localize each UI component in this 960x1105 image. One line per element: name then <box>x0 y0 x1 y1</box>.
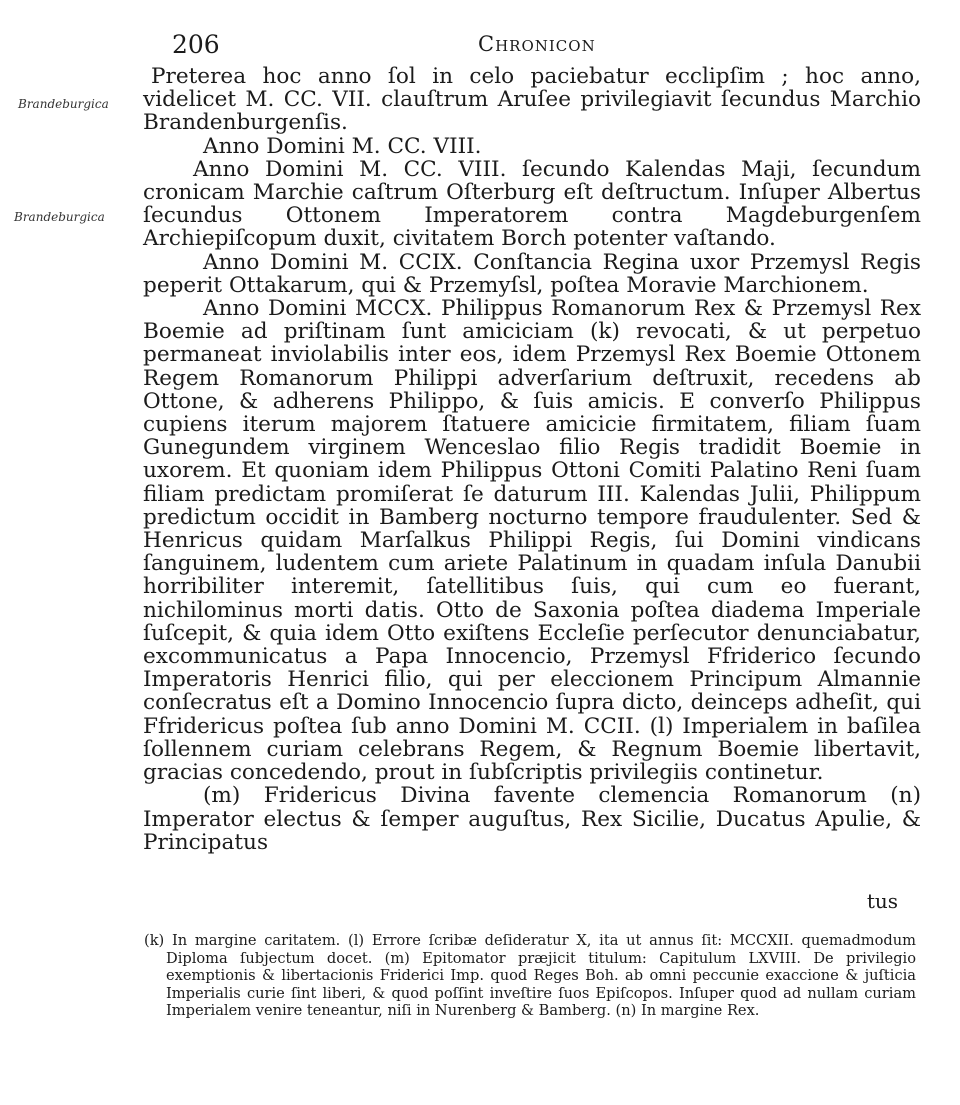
margin-note-2: Brandeburgica <box>14 210 105 224</box>
paragraph-privilege: (m) Fridericus Divina favente clemencia Romanorum (n) Imperator electus & ſemper auguſtus, Rex Sicilie, Ducatus Apulie, & Principatus <box>143 783 921 855</box>
paragraph-1209: Anno Domini M. CCIX. Conſtancia Regina uxor Przemysl Regis peperit Ottakarum, qui & Przemyſsl, poſtea Moravie Marchionem. <box>143 249 921 298</box>
margin-note-1: Brandeburgica <box>18 97 109 111</box>
paragraph-1208-b: Anno Domini M. CC. VIII. ſecundo Kalendas Maji, ſecundum cronicam Marchie caſtrum Oſterburg eſt deſtructum. Inſuper Albertus ſecundus Ottonem Imperatorem contra Magdeburgenſem Archiepiſcopum duxit, civitatem Borch potenter vaſtando. <box>143 156 921 252</box>
paragraph-eclipse: Preterea hoc anno ſol in celo paciebatur ecclipſim ; hoc anno, videlicet M. CC. VII. clauſtrum Aruſee privilegiavit ſecundus Marchio Brandenburgenſis. <box>143 64 921 136</box>
paragraph-1208-a: Anno Domini M. CC. VIII. <box>203 133 482 159</box>
footnotes <box>144 932 916 1020</box>
paragraph-1210: Anno Domini MCCX. Philippus Romanorum Rex & Przemysl Rex Boemie ad priſtinam ſunt amiciciam (k) revocati, & ut perpetuo permaneat inviolabilis inter eos, idem Przemysl Rex Boemie Ottonem Regem Romanorum Philippi adverſarium deſtruxit, recedens ab Ottone, & adherens Philippo, & ſuis amicis. E converſo Philippus cupiens iterum majorem ſtatuere amicicie firmitatem, filiam ſuam Gunegundem virginem Wenceslao filio Regis tradidit Boemie in uxorem. Et quoniam idem Philippus Ottoni Comiti Palatino Reni ſuam filiam predictam promiſerat ſe daturum III. Kalendas Julii, Philippum predictum occidit in Bamberg nocturno tempore fraudulenter. Sed & Henricus quidam Marſalkus Philippi Regis, ſui Domini vindicans ſanguinem, ludentem cum ariete Palatinum in quadam inſula Danubii horribiliter interemit, ſatellitibus ſuis, qui cum eo fuerant, nichilominus morti datis. Otto de Saxonia poſtea diadema Imperiale ſuſcepit, & quia idem Otto exiſtens Eccleſie perſecutor denunciabatur, excommunicatus a Papa Innocencio, Przemysl Ffriderico ſecundo Imperatoris Henrici filio, qui per eleccionem Principum Almannie conſecratus eſt a Domino Innocencio ſupra dicto, deinceps adheſit, qui Ffridericus poſtea ſub anno Domini M. CCII. (l) Imperialem in baſilea ſollennem curiam celebrans Regem, & Regnum Boemie libertavit, gracias concedendo, prout in ſubſcriptis privilegiis continetur. <box>143 296 921 786</box>
running-title: Chronicon <box>478 32 596 56</box>
catchword: tus <box>866 889 898 913</box>
footnote-block: (k) In margine caritatem. (l) Errore ſcribæ deſideratur X, ita ut annus ſit: MCCXII. quemadmodum Diploma ſubjectum docet. (m) Epitomator præjicit titulum: Capitulum LXVIII. De privilegio exemptionis & libertacionis Friderici Imp. quod Reges Boh. ab omni peccunie exaccione & juſticia Imperialis curie ſint liberi, & quod poſſint inveſtire ſuos Epiſcopos. Inſuper quod ad nullam curiam Imperialem venire teneantur, niſi in Nurenberg & Bamberg. (n) In margine Rex. <box>144 932 916 1020</box>
page-number: 206 <box>172 30 220 59</box>
main-text <box>143 65 921 854</box>
